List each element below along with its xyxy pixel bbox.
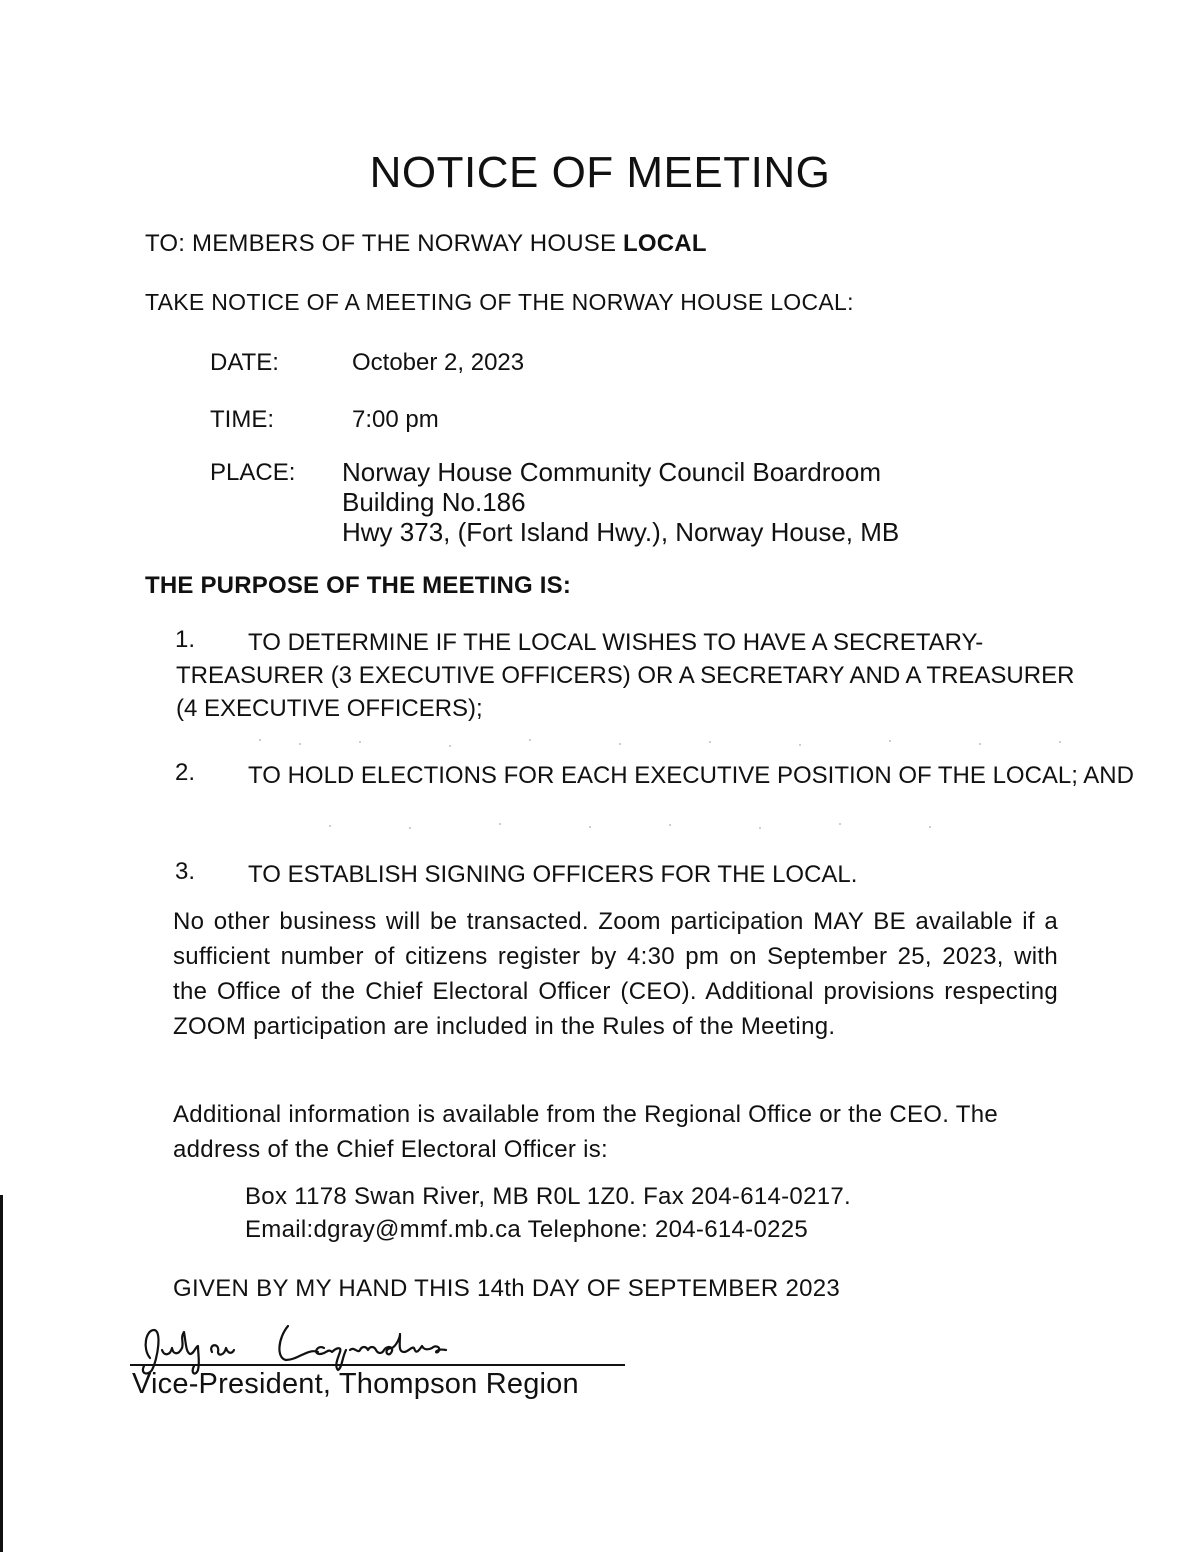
item-text: TO HOLD ELECTIONS FOR EACH EXECUTIVE POSITION OF THE LOCAL; AND <box>248 762 1134 789</box>
item-text <box>176 626 1076 725</box>
item-text-body: TO DETERMINE IF THE LOCAL WISHES TO HAVE A SECRETARY-TREASURER (3 EXECUTIVE OFFICERS) OR A SECRETARY AND A TREASURER (4 EXECUTIVE OFFICERS); <box>176 629 1075 722</box>
place-line: Norway House Community Council Boardroom <box>342 457 881 487</box>
place-value <box>342 457 899 547</box>
item-number: 2. <box>175 759 196 786</box>
addressee-line <box>145 230 707 258</box>
place-line: Hwy 373, (Fort Island Hwy.), Norway House, MB <box>342 517 900 547</box>
take-notice-line: TAKE NOTICE OF A MEETING OF THE NORWAY HOUSE LOCAL: <box>145 289 854 315</box>
address-line: Email:dgray@mmf.mb.ca Telephone: 204-614-0225 <box>245 1216 809 1243</box>
signatory-title: Vice-President, Thompson Region <box>132 1368 579 1400</box>
addressee-bold: LOCAL <box>623 230 707 257</box>
item-text: TO ESTABLISH SIGNING OFFICERS FOR THE LOCAL. <box>248 861 858 888</box>
item-number: 1. <box>175 626 196 653</box>
scan-noise <box>240 730 1100 840</box>
ceo-address <box>245 1180 851 1246</box>
scan-edge-line <box>0 1195 3 1552</box>
place-label: PLACE: <box>210 459 296 486</box>
time-label: TIME: <box>210 406 274 433</box>
business-paragraph: No other business will be transacted. Zoom participation MAY BE available if a sufficient number of citizens register by 4:30 pm on September 25, 2023, with the Office of the Chief Electoral Officer (CEO). Additional provisions respecting ZOOM participation are included in the Rules of the Meeting. <box>173 908 1058 1040</box>
document-title: NOTICE OF MEETING <box>369 148 831 197</box>
information-paragraph: Additional information is available from the Regional Office or the CEO. The address of the Chief Electoral Officer is: <box>173 1101 998 1163</box>
time-value: 7:00 pm <box>352 406 439 433</box>
signature-line <box>130 1364 625 1366</box>
address-line: Box 1178 Swan River, MB R0L 1Z0. Fax 204-614-0217. <box>245 1183 851 1210</box>
given-line: GIVEN BY MY HAND THIS 14th DAY OF SEPTEMBER 2023 <box>173 1275 841 1302</box>
place-line: Building No.186 <box>342 487 526 517</box>
purpose-heading: THE PURPOSE OF THE MEETING IS: <box>145 572 572 599</box>
addressee-prefix: TO: MEMBERS OF THE NORWAY HOUSE <box>145 230 624 257</box>
item-number: 3. <box>175 858 196 885</box>
date-label: DATE: <box>210 349 279 376</box>
date-value: October 2, 2023 <box>352 349 525 376</box>
